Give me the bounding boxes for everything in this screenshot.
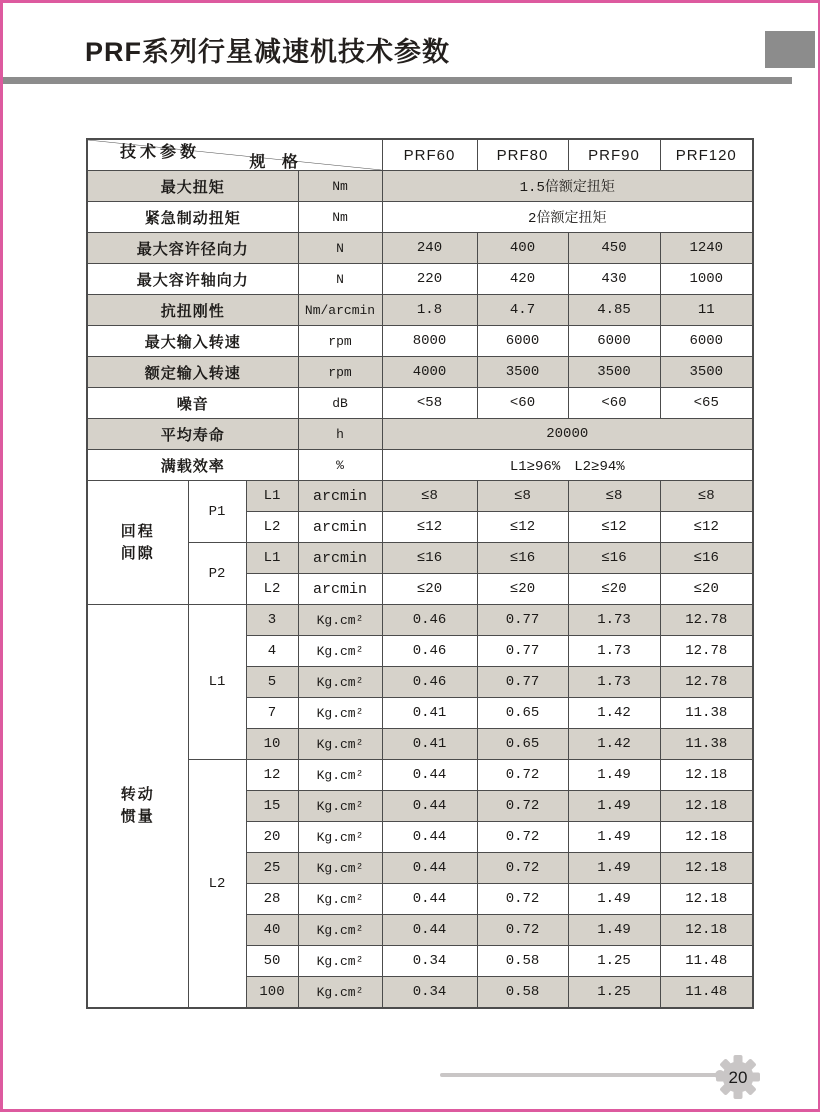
value-cell: 0.58 bbox=[477, 946, 568, 977]
merged-value-cell: 20000 bbox=[382, 419, 753, 450]
value-cell: 12.78 bbox=[660, 636, 753, 667]
backlash-section-cell bbox=[87, 481, 188, 605]
spec-row bbox=[87, 295, 753, 326]
value-cell: 1.49 bbox=[568, 884, 660, 915]
unit-cell: Kg.cm² bbox=[298, 884, 382, 915]
value-cell: 3500 bbox=[477, 357, 568, 388]
ratio-cell: 28 bbox=[246, 884, 298, 915]
value-cell: 6000 bbox=[477, 326, 568, 357]
column-header-prf120: PRF120 bbox=[660, 139, 753, 171]
ratio-cell: 10 bbox=[246, 729, 298, 760]
precision-grade-cell: P1 bbox=[188, 481, 246, 543]
value-cell: 1.25 bbox=[568, 946, 660, 977]
merged-value-cell: 1.5倍额定扭矩 bbox=[382, 171, 753, 202]
value-cell: ≤16 bbox=[477, 543, 568, 574]
ratio-cell: 15 bbox=[246, 791, 298, 822]
unit-cell: arcmin bbox=[298, 543, 382, 574]
value-cell: ≤8 bbox=[660, 481, 753, 512]
value-cell: 11.48 bbox=[660, 977, 753, 1009]
value-cell: <60 bbox=[568, 388, 660, 419]
stage-cell: L2 bbox=[246, 574, 298, 605]
gear-page-badge bbox=[715, 1054, 761, 1100]
value-cell: 12.18 bbox=[660, 915, 753, 946]
value-cell: 11.38 bbox=[660, 698, 753, 729]
value-cell: ≤8 bbox=[382, 481, 477, 512]
unit-cell: h bbox=[298, 419, 382, 450]
merged-value-cell: L1≥96% L2≥94% bbox=[382, 450, 753, 481]
unit-cell: dB bbox=[298, 388, 382, 419]
value-cell: 0.72 bbox=[477, 884, 568, 915]
value-cell: 8000 bbox=[382, 326, 477, 357]
unit-cell: Kg.cm² bbox=[298, 822, 382, 853]
column-header-prf80: PRF80 bbox=[477, 139, 568, 171]
value-cell: 1.25 bbox=[568, 977, 660, 1009]
value-cell: 0.72 bbox=[477, 822, 568, 853]
ratio-cell: 100 bbox=[246, 977, 298, 1009]
unit-cell: Nm/arcmin bbox=[298, 295, 382, 326]
value-cell: 0.58 bbox=[477, 977, 568, 1009]
ratio-cell: 12 bbox=[246, 760, 298, 791]
spec-row bbox=[87, 202, 753, 233]
value-cell: 0.72 bbox=[477, 791, 568, 822]
param-label-cell: 噪音 bbox=[87, 388, 298, 419]
value-cell: 1000 bbox=[660, 264, 753, 295]
value-cell: ≤12 bbox=[382, 512, 477, 543]
spec-row bbox=[87, 357, 753, 388]
spec-row bbox=[87, 419, 753, 450]
unit-cell: Kg.cm² bbox=[298, 605, 382, 636]
value-cell: 0.77 bbox=[477, 636, 568, 667]
value-cell: 220 bbox=[382, 264, 477, 295]
spec-row bbox=[87, 388, 753, 419]
param-label-cell: 最大容许径向力 bbox=[87, 233, 298, 264]
ratio-cell: 5 bbox=[246, 667, 298, 698]
value-cell: 11 bbox=[660, 295, 753, 326]
column-header-prf90: PRF90 bbox=[568, 139, 660, 171]
spec-row bbox=[87, 264, 753, 295]
param-label-cell: 满载效率 bbox=[87, 450, 298, 481]
merged-value-cell: 2倍额定扭矩 bbox=[382, 202, 753, 233]
value-cell: 0.44 bbox=[382, 760, 477, 791]
unit-cell: arcmin bbox=[298, 512, 382, 543]
unit-cell: Kg.cm² bbox=[298, 760, 382, 791]
ratio-cell: 3 bbox=[246, 605, 298, 636]
value-cell: 0.44 bbox=[382, 791, 477, 822]
spec-row bbox=[87, 233, 753, 264]
value-cell: 0.77 bbox=[477, 667, 568, 698]
param-label-cell: 最大扭矩 bbox=[87, 171, 298, 202]
value-cell: 1.49 bbox=[568, 760, 660, 791]
title-underline bbox=[3, 77, 792, 84]
value-cell: 0.41 bbox=[382, 729, 477, 760]
value-cell: ≤12 bbox=[568, 512, 660, 543]
param-label-cell: 平均寿命 bbox=[87, 419, 298, 450]
page-number: 20 bbox=[728, 1068, 748, 1087]
value-cell: <65 bbox=[660, 388, 753, 419]
value-cell: 0.44 bbox=[382, 853, 477, 884]
value-cell: 0.77 bbox=[477, 605, 568, 636]
value-cell: 1.49 bbox=[568, 915, 660, 946]
value-cell: 12.18 bbox=[660, 884, 753, 915]
value-cell: 1.49 bbox=[568, 822, 660, 853]
value-cell: 12.18 bbox=[660, 822, 753, 853]
param-header-label: 技术参数 bbox=[120, 144, 201, 161]
value-cell: 0.41 bbox=[382, 698, 477, 729]
value-cell: 0.72 bbox=[477, 760, 568, 791]
value-cell: ≤8 bbox=[568, 481, 660, 512]
value-cell: 0.65 bbox=[477, 729, 568, 760]
value-cell: <60 bbox=[477, 388, 568, 419]
unit-cell: Nm bbox=[298, 171, 382, 202]
param-label-cell: 抗扭刚性 bbox=[87, 295, 298, 326]
unit-cell: Nm bbox=[298, 202, 382, 233]
backlash-row bbox=[87, 481, 753, 512]
value-cell: 3500 bbox=[660, 357, 753, 388]
unit-cell: Kg.cm² bbox=[298, 853, 382, 884]
ratio-cell: 40 bbox=[246, 915, 298, 946]
value-cell: 12.78 bbox=[660, 605, 753, 636]
spec-table bbox=[86, 138, 754, 1009]
param-label-cell: 最大输入转速 bbox=[87, 326, 298, 357]
value-cell: ≤16 bbox=[568, 543, 660, 574]
unit-cell: N bbox=[298, 264, 382, 295]
value-cell: ≤12 bbox=[477, 512, 568, 543]
value-cell: 1240 bbox=[660, 233, 753, 264]
value-cell: 450 bbox=[568, 233, 660, 264]
value-cell: ≤20 bbox=[477, 574, 568, 605]
stage-group-cell: L2 bbox=[188, 760, 246, 1009]
value-cell: 0.44 bbox=[382, 915, 477, 946]
value-cell: 1.49 bbox=[568, 791, 660, 822]
value-cell: 0.72 bbox=[477, 853, 568, 884]
value-cell: 0.46 bbox=[382, 605, 477, 636]
value-cell: 430 bbox=[568, 264, 660, 295]
ratio-cell: 50 bbox=[246, 946, 298, 977]
header-row bbox=[87, 139, 753, 171]
footer-line bbox=[440, 1073, 718, 1077]
stage-cell: L2 bbox=[246, 512, 298, 543]
value-cell: 4000 bbox=[382, 357, 477, 388]
unit-cell: N bbox=[298, 233, 382, 264]
inertia-section-cell bbox=[87, 605, 188, 1009]
param-label-cell: 紧急制动扭矩 bbox=[87, 202, 298, 233]
value-cell: 12.18 bbox=[660, 853, 753, 884]
value-cell: ≤20 bbox=[568, 574, 660, 605]
param-label-cell: 最大容许轴向力 bbox=[87, 264, 298, 295]
diagonal-header-cell bbox=[87, 139, 382, 171]
value-cell: 1.8 bbox=[382, 295, 477, 326]
unit-cell: Kg.cm² bbox=[298, 667, 382, 698]
unit-cell: rpm bbox=[298, 326, 382, 357]
value-cell: 12.18 bbox=[660, 760, 753, 791]
value-cell: 420 bbox=[477, 264, 568, 295]
value-cell: 6000 bbox=[568, 326, 660, 357]
value-cell: 0.44 bbox=[382, 822, 477, 853]
value-cell: 1.73 bbox=[568, 605, 660, 636]
value-cell: 0.44 bbox=[382, 884, 477, 915]
backlash-section-cell-text: 回程间隙 bbox=[120, 522, 155, 562]
value-cell: 11.38 bbox=[660, 729, 753, 760]
column-header-prf60: PRF60 bbox=[382, 139, 477, 171]
value-cell: 3500 bbox=[568, 357, 660, 388]
value-cell: ≤20 bbox=[660, 574, 753, 605]
unit-cell: Kg.cm² bbox=[298, 977, 382, 1009]
corner-decoration bbox=[765, 31, 815, 68]
unit-cell: arcmin bbox=[298, 481, 382, 512]
value-cell: 0.34 bbox=[382, 977, 477, 1009]
unit-cell: Kg.cm² bbox=[298, 946, 382, 977]
value-cell: 400 bbox=[477, 233, 568, 264]
ratio-cell: 7 bbox=[246, 698, 298, 729]
unit-cell: % bbox=[298, 450, 382, 481]
ratio-cell: 4 bbox=[246, 636, 298, 667]
unit-cell: Kg.cm² bbox=[298, 791, 382, 822]
value-cell: 4.85 bbox=[568, 295, 660, 326]
inertia-section-cell-text: 转动惯量 bbox=[120, 786, 155, 825]
stage-cell: L1 bbox=[246, 543, 298, 574]
param-label-cell: 额定输入转速 bbox=[87, 357, 298, 388]
spec-row bbox=[87, 171, 753, 202]
unit-cell: rpm bbox=[298, 357, 382, 388]
value-cell: 0.72 bbox=[477, 915, 568, 946]
unit-cell: Kg.cm² bbox=[298, 698, 382, 729]
value-cell: ≤12 bbox=[660, 512, 753, 543]
precision-grade-cell: P2 bbox=[188, 543, 246, 605]
unit-cell: Kg.cm² bbox=[298, 636, 382, 667]
spec-row bbox=[87, 450, 753, 481]
spec-row bbox=[87, 326, 753, 357]
value-cell: ≤16 bbox=[660, 543, 753, 574]
ratio-cell: 20 bbox=[246, 822, 298, 853]
value-cell: 0.46 bbox=[382, 636, 477, 667]
value-cell: 12.78 bbox=[660, 667, 753, 698]
value-cell: 1.42 bbox=[568, 729, 660, 760]
page-title: PRF系列行星减速机技术参数 bbox=[85, 37, 450, 67]
value-cell: <58 bbox=[382, 388, 477, 419]
inertia-row bbox=[87, 605, 753, 636]
stage-cell: L1 bbox=[246, 481, 298, 512]
value-cell: 240 bbox=[382, 233, 477, 264]
spec-header-label: 规 格 bbox=[249, 154, 304, 171]
ratio-cell: 25 bbox=[246, 853, 298, 884]
unit-cell: Kg.cm² bbox=[298, 915, 382, 946]
value-cell: 1.49 bbox=[568, 853, 660, 884]
stage-group-cell: L1 bbox=[188, 605, 246, 760]
value-cell: 0.34 bbox=[382, 946, 477, 977]
value-cell: 12.18 bbox=[660, 791, 753, 822]
unit-cell: Kg.cm² bbox=[298, 729, 382, 760]
value-cell: ≤8 bbox=[477, 481, 568, 512]
value-cell: 11.48 bbox=[660, 946, 753, 977]
value-cell: 0.46 bbox=[382, 667, 477, 698]
value-cell: 0.65 bbox=[477, 698, 568, 729]
value-cell: ≤16 bbox=[382, 543, 477, 574]
value-cell: 1.42 bbox=[568, 698, 660, 729]
value-cell: 1.73 bbox=[568, 636, 660, 667]
unit-cell: arcmin bbox=[298, 574, 382, 605]
value-cell: 4.7 bbox=[477, 295, 568, 326]
value-cell: 1.73 bbox=[568, 667, 660, 698]
value-cell: ≤20 bbox=[382, 574, 477, 605]
value-cell: 6000 bbox=[660, 326, 753, 357]
